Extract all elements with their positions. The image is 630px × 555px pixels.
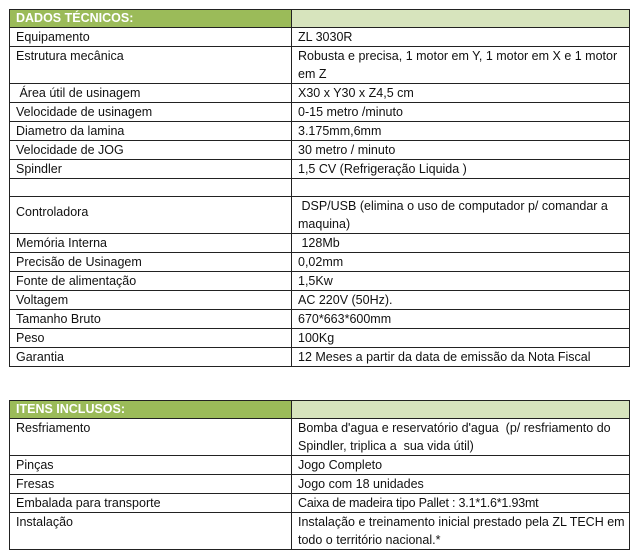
spec-value [292, 179, 630, 197]
spec-value: X30 x Y30 x Z4,5 cm [292, 84, 630, 103]
spec-value: 0-15 metro /minuto [292, 103, 630, 122]
table-row [10, 84, 630, 103]
item-label: Instalação [10, 513, 292, 550]
spec-value: 128Mb [292, 234, 630, 253]
spec-value: Robusta e precisa, 1 motor em Y, 1 motor em X e 1 motor em Z [292, 47, 630, 84]
item-label: Pinças [10, 456, 292, 475]
spec-label: Controladora [10, 197, 292, 234]
included-items-header: ITENS INCLUSOS: [10, 401, 292, 419]
spec-label: Tamanho Bruto [10, 310, 292, 329]
table-row [10, 348, 630, 367]
item-value: Instalação e treinamento inicial prestado pela ZL TECH em todo o território nacional.* [292, 513, 630, 550]
table-row [10, 234, 630, 253]
spec-label: Peso [10, 329, 292, 348]
table-row [10, 103, 630, 122]
table-row [10, 141, 630, 160]
spec-value: 670*663*600mm [292, 310, 630, 329]
spec-value: 12 Meses a partir da data de emissão da Nota Fiscal [292, 348, 630, 367]
spec-label: Área útil de usinagem [10, 84, 292, 103]
table-row-empty [10, 179, 630, 197]
spec-label: Equipamento [10, 28, 292, 47]
tech-specs-table [9, 9, 630, 367]
table-row [10, 456, 630, 475]
table-row [10, 310, 630, 329]
spec-label [10, 179, 292, 197]
item-label: Fresas [10, 475, 292, 494]
spec-value: 30 metro / minuto [292, 141, 630, 160]
tech-specs-header: DADOS TÉCNICOS: [10, 10, 292, 28]
table-row [10, 122, 630, 141]
spec-label: Velocidade de usinagem [10, 103, 292, 122]
spec-value: 1,5Kw [292, 272, 630, 291]
spec-label: Voltagem [10, 291, 292, 310]
table-row [10, 272, 630, 291]
table-row [10, 47, 630, 84]
spec-label: Fonte de alimentação [10, 272, 292, 291]
item-label: Embalada para transporte [10, 494, 292, 513]
item-value: Bomba d'agua e reservatório d'agua (p/ resfriamento do Spindler, triplica a sua vida útil) [292, 419, 630, 456]
spec-label: Diametro da lamina [10, 122, 292, 141]
table-row [10, 291, 630, 310]
item-value: Jogo com 18 unidades [292, 475, 630, 494]
tech-specs-header-row [10, 10, 630, 28]
spec-label: Spindler [10, 160, 292, 179]
spec-value: AC 220V (50Hz). [292, 291, 630, 310]
table-row [10, 475, 630, 494]
table-row [10, 197, 630, 234]
spec-label: Velocidade de JOG [10, 141, 292, 160]
spec-value: 1,5 CV (Refrigeração Liquida ) [292, 160, 630, 179]
spec-value: 100Kg [292, 329, 630, 348]
spec-value: 3.175mm,6mm [292, 122, 630, 141]
item-label: Resfriamento [10, 419, 292, 456]
spec-label: Garantia [10, 348, 292, 367]
table-row [10, 494, 630, 513]
spec-label: Memória Interna [10, 234, 292, 253]
spec-label: Precisão de Usinagem [10, 253, 292, 272]
spec-value: DSP/USB (elimina o uso de computador p/ comandar a maquina) [292, 197, 630, 234]
table-row [10, 513, 630, 550]
item-value: Jogo Completo [292, 456, 630, 475]
spec-value: 0,02mm [292, 253, 630, 272]
item-value: Caixa de madeira tipo Pallet : 3.1*1.6*1.93mt [292, 494, 630, 513]
table-row [10, 329, 630, 348]
included-items-header-row [10, 401, 630, 419]
table-row [10, 253, 630, 272]
included-items-header-blank [292, 401, 630, 419]
spec-value: ZL 3030R [292, 28, 630, 47]
table-row [10, 28, 630, 47]
included-items-table [9, 400, 630, 550]
spec-label: Estrutura mecânica [10, 47, 292, 84]
table-row [10, 160, 630, 179]
table-row [10, 419, 630, 456]
tech-specs-header-blank [292, 10, 630, 28]
